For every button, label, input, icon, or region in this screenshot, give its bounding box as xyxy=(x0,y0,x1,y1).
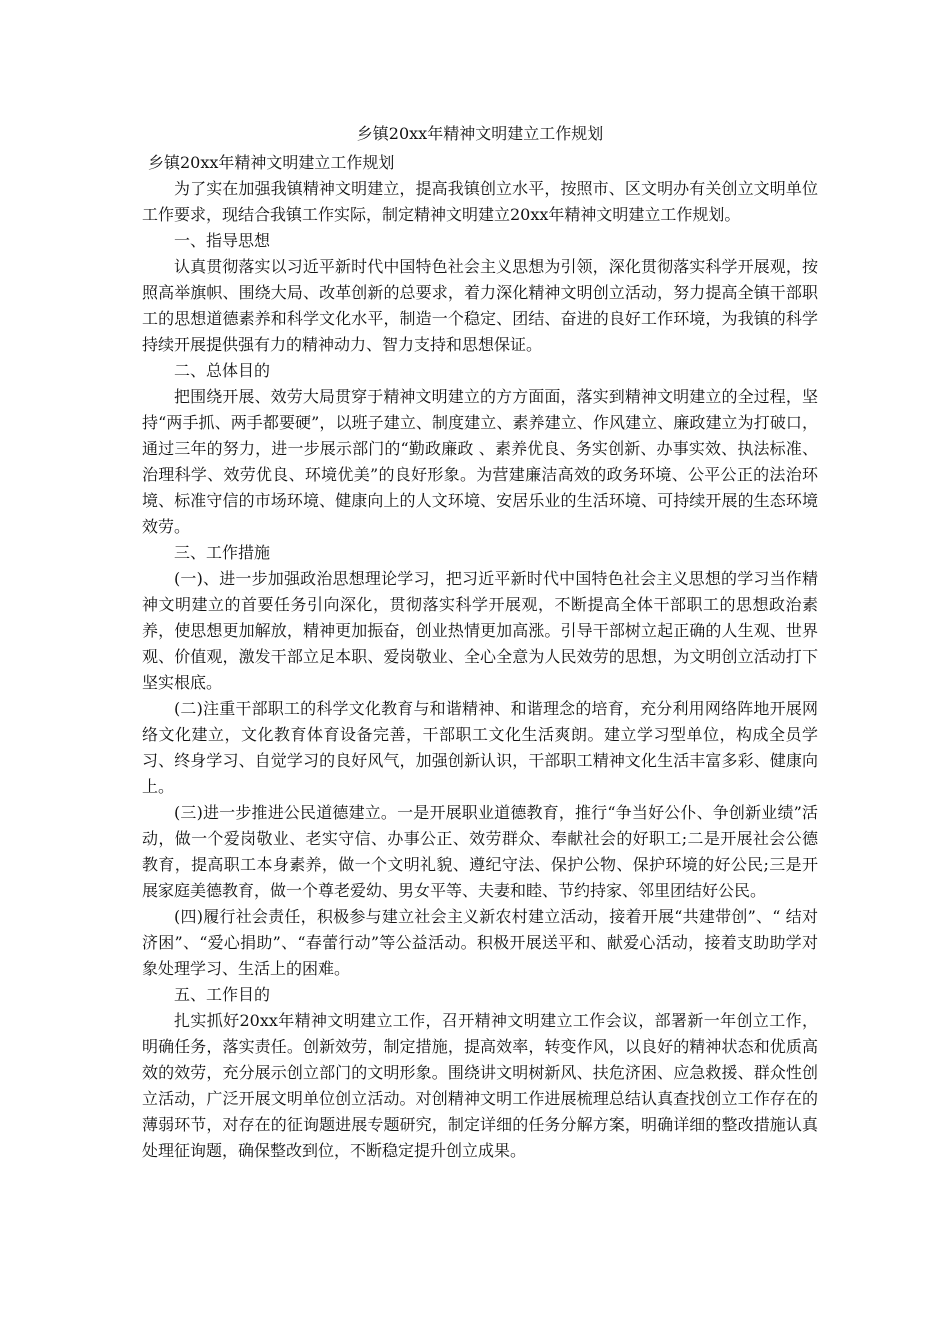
section-body-work-goal: 扎实抓好20xx年精神文明建立工作，召开精神文明建立工作会议，部署新一年创立工作，明确任务，落实责任。创新效劳，制定措施，提高效率，转变作风，以良好的精神状态和优质高效的效劳，充分展示创立部门的文明形象。围绕讲文明树新风、扶危济困、应急救援、群众性创立活动，广泛开展文明单位创立活动。对创精神文明工作进展梳理总结认真查找创立工作存在的薄弱环节，对存在的征询题进展专题研究，制定详细的任务分解方案，明确详细的整改措施认真处理征询题，确保整改到位，不断稳定提升创立成果。 xyxy=(142,1011,818,1160)
measure-item-2: (二)注重干部职工的科学文化教育与和谐精神、和谐理念的培育，充分利用网络阵地开展网络文化建立，文化教育体育设备完善，干部职工文化生活爽朗。建立学习型单位，构成全员学习、终身学习、自觉学习的良好风气，加强创新认识，干部职工精神文化生活丰富多彩、健康向上。 xyxy=(142,699,818,796)
section-heading-work-goal: 五、工作目的 xyxy=(174,985,271,1004)
section-body-guiding-ideology: 认真贯彻落实以习近平新时代中国特色社会主义思想为引领，深化贯彻落实科学开展观，按照高举旗帜、围绕大局、改革创新的总要求，着力深化精神文明创立活动，努力提高全镇干部职工的思想道德素养和科学文化水平，制造一个稳定、团结、奋进的良好工作环境，为我镇的科学持续开展提供强有力的精神动力、智力支持和思想保证。 xyxy=(142,257,818,354)
measure-item-1: (一)、进一步加强政治思想理论学习，把习近平新时代中国特色社会主义思想的学习当作精神文明建立的首要任务引向深化，贯彻落实科学开展观，不断提高全体干部职工的思想政治素养，使思想更加解放，精神更加振奋，创业热情更加高涨。引导干部树立起正确的人生观、世界观、价值观，激发干部立足本职、爱岗敬业、全心全意为人民效劳的思想，为文明创立活动打下坚实根底。 xyxy=(142,569,818,692)
document-page xyxy=(142,120,818,1164)
intro-paragraph: 为了实在加强我镇精神文明建立，提高我镇创立水平，按照市、区文明办有关创立文明单位工作要求，现结合我镇工作实际，制定精神文明建立20xx年精神文明建立工作规划。 xyxy=(142,179,818,224)
document-title: 乡镇20xx年精神文明建立工作规划 xyxy=(356,124,604,143)
section-heading-overall-goal: 二、总体目的 xyxy=(174,361,271,380)
document-subtitle: 乡镇20xx年精神文明建立工作规划 xyxy=(148,153,395,172)
measure-item-3: (三)进一步推进公民道德建立。一是开展职业道德教育，推行“争当好公仆、争创新业绩”活动，做一个爱岗敬业、老实守信、办事公正、效劳群众、奉献社会的好职工;二是开展社会公德教育，提高职工本身素养，做一个文明礼貌、遵纪守法、保护公物、保护环境的好公民;三是开展家庭美德教育，做一个尊老爱幼、男女平等、夫妻和睦、节约持家、邻里团结好公民。 xyxy=(142,803,818,900)
section-heading-guiding-ideology: 一、指导思想 xyxy=(174,231,271,250)
section-heading-work-measures: 三、工作措施 xyxy=(174,543,271,562)
measure-item-4: (四)履行社会责任，积极参与建立社会主义新农村建立活动，接着开展“共建带创”、“ 结对济困”、“爱心捐助”、“春蕾行动”等公益活动。积极开展送平和、献爱心活动，接着支助助学对象处理学习、生活上的困难。 xyxy=(142,907,818,978)
section-body-overall-goal: 把围绕开展、效劳大局贯穿于精神文明建立的方方面面，落实到精神文明建立的全过程，坚持“两手抓、两手都要硬”，以班子建立、制度建立、素养建立、作风建立、廉政建立为打破口，通过三年的努力，进一步展示部门的“勤政廉政 、素养优良、务实创新、办事实效、执法标准、治理科学、效劳优良、环境优美”的良好形象。为营建廉洁高效的政务环境、公平公正的法治环境、标准守信的市场环境、健康向上的人文环境、安居乐业的生活环境、可持续开展的生态环境效劳。 xyxy=(142,387,818,536)
